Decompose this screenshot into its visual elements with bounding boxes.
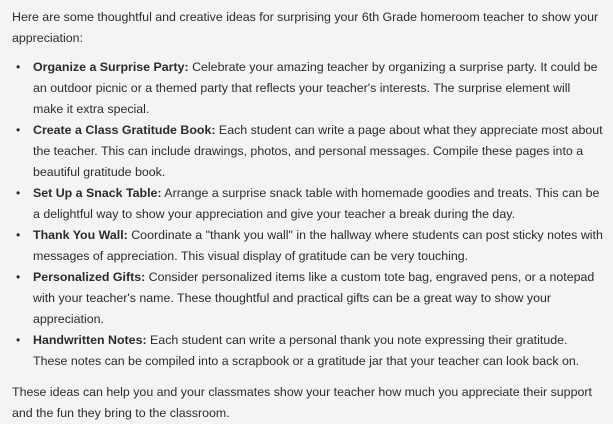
idea-term: Thank You Wall: xyxy=(33,228,128,242)
list-item xyxy=(12,57,603,120)
idea-description: Coordinate a "thank you wall" in the hallway where students can post sticky notes with messages of appreciation. This visual display of gratitude can be very touching. xyxy=(33,228,603,263)
idea-description: Arrange a surprise snack table with homemade goodies and treats. This can be a delightful way to show your appreciation and give your teacher a break during the day. xyxy=(33,186,600,221)
list-item xyxy=(12,120,603,183)
list-item xyxy=(12,225,603,267)
list-item xyxy=(12,267,603,330)
idea-description: Each student can write a page about what they appreciate most about the teacher. This can include drawings, photos, and personal messages. Compile these pages into a beautiful gratitude book. xyxy=(33,123,603,179)
ideas-list xyxy=(12,57,603,372)
bullet-icon: • xyxy=(16,270,21,284)
bullet-icon: • xyxy=(16,123,21,137)
idea-term: Organize a Surprise Party: xyxy=(33,60,189,74)
bullet-icon: • xyxy=(16,228,21,242)
bullet-icon: • xyxy=(16,333,21,347)
bullet-icon: • xyxy=(16,186,21,200)
idea-description: Celebrate your amazing teacher by organizing a surprise party. It could be an outdoor picnic or a themed party that reflects your teacher's interests. The surprise element will make it extra special. xyxy=(33,60,598,116)
idea-term: Handwritten Notes: xyxy=(33,333,147,347)
bullet-icon: • xyxy=(16,60,21,74)
idea-term: Set Up a Snack Table: xyxy=(33,186,162,200)
idea-description: Each student can write a personal thank you note expressing their gratitude. These notes can be compiled into a scrapbook or a gratitude jar that your teacher can look back on. xyxy=(33,333,580,368)
intro-paragraph: Here are some thoughtful and creative ideas for surprising your 6th Grade homeroom teacher to show your appreciation: xyxy=(12,10,599,45)
idea-description: Consider personalized items like a custom tote bag, engraved pens, or a notepad with your teacher's name. These thoughtful and practical gifts can be a great way to show your appreciation. xyxy=(33,270,595,326)
list-item xyxy=(12,330,603,372)
idea-term: Personalized Gifts: xyxy=(33,270,146,284)
list-item xyxy=(12,183,603,225)
idea-term: Create a Class Gratitude Book: xyxy=(33,123,216,137)
outro-paragraph: These ideas can help you and your classmates show your teacher how much you appreciate their support and the fun they bring to the classroom. xyxy=(12,385,592,420)
